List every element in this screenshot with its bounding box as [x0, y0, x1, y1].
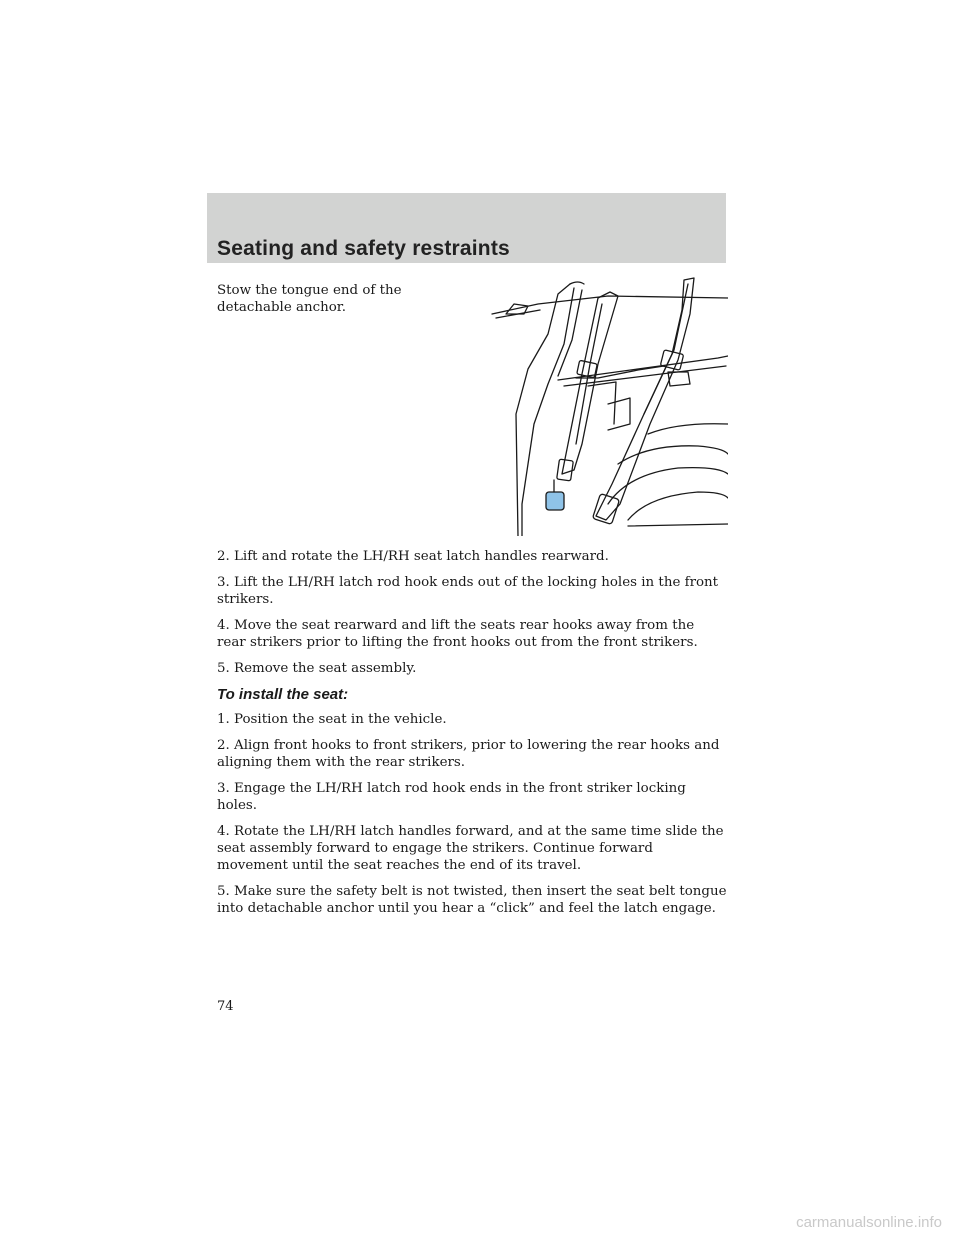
removal-step: 5. Remove the seat assembly. — [217, 661, 417, 676]
header-band — [207, 193, 726, 263]
install-step: 1. Position the seat in the vehicle. — [217, 712, 447, 727]
removal-step: 2. Lift and rotate the LH/RH seat latch handles rearward. — [217, 549, 609, 564]
install-step: 3. Engage the LH/RH latch rod hook ends in the front striker locking holes. — [217, 781, 686, 813]
seat-belt-illustration — [478, 274, 728, 536]
removal-step: 3. Lift the LH/RH latch rod hook ends out of the locking holes in the front strikers. — [217, 575, 719, 607]
install-step: 2. Align front hooks to front strikers, prior to lowering the rear hooks and aligning them with the rear strikers. — [217, 738, 720, 770]
install-step: 4. Rotate the LH/RH latch handles forward, and at the same time slide the seat assembly forward to engage the strikers. Continue forward movement until the seat reaches the end of its travel. — [217, 824, 724, 873]
instructions — [217, 548, 727, 926]
page-title: Seating and safety restraints — [217, 237, 510, 260]
page-number: 74 — [217, 999, 234, 1014]
intro-text: Stow the tongue end of the detachable anchor. — [217, 283, 402, 315]
install-heading: To install the seat: — [217, 686, 349, 703]
removal-step: 4. Move the seat rearward and lift the seats rear hooks away from the rear strikers prior to lifting the front hooks out from the front strikers. — [217, 618, 698, 650]
intro-paragraph — [217, 282, 447, 316]
watermark: carmanualsonline.info — [796, 1214, 942, 1231]
install-step: 5. Make sure the safety belt is not twisted, then insert the seat belt tongue into detachable anchor until you hear a “click” and feel the latch engage. — [217, 884, 727, 916]
